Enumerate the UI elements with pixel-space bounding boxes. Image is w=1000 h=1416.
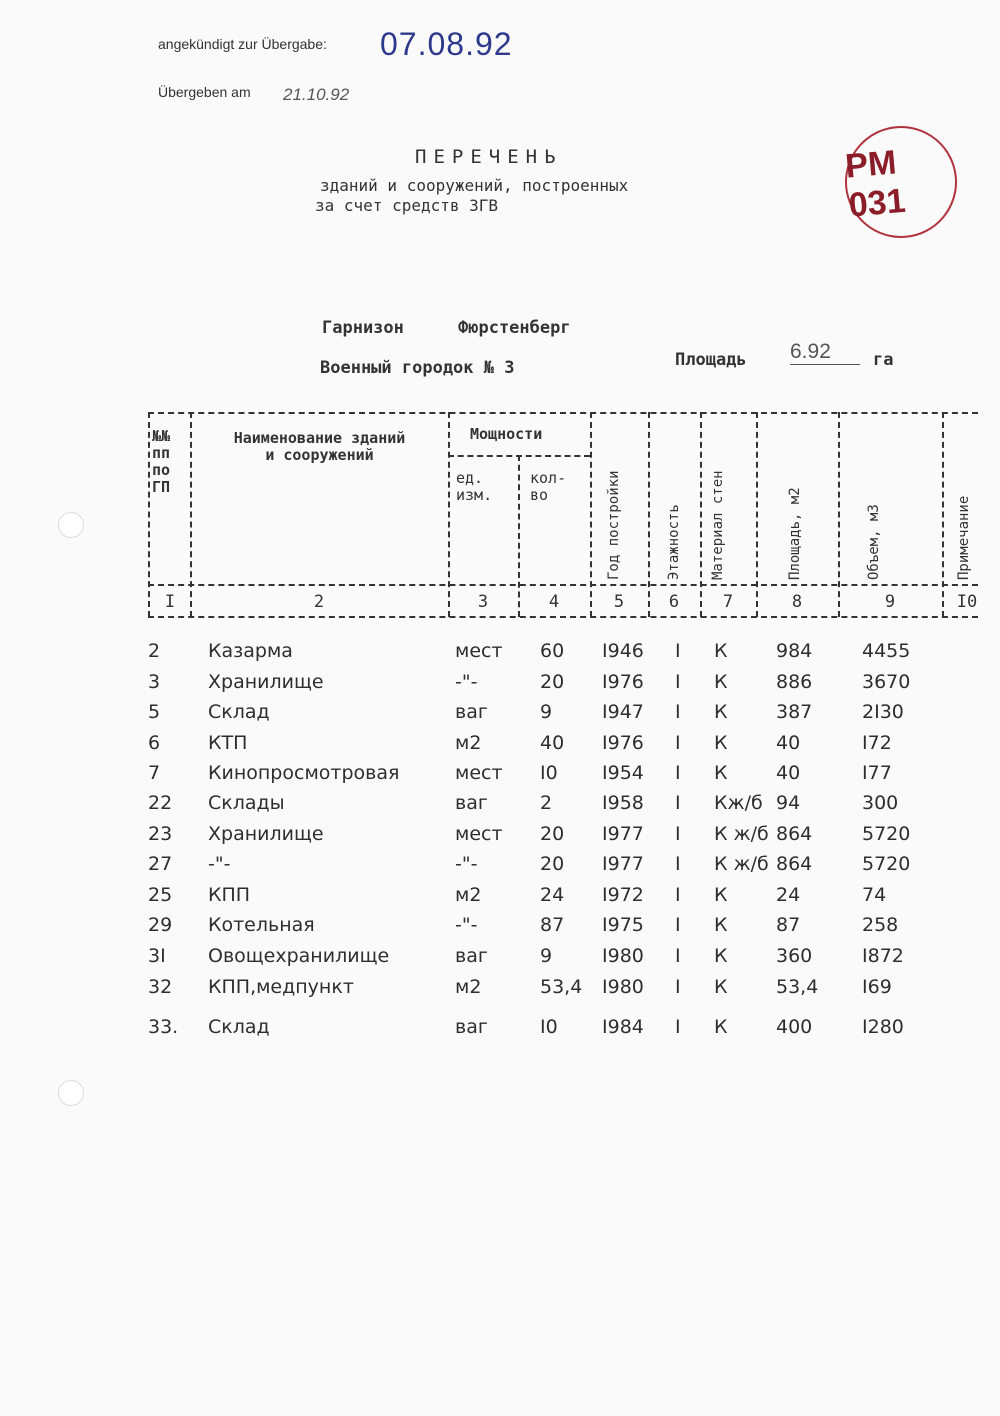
cell-num: 22 — [148, 792, 173, 814]
table-header-bottom-border — [148, 584, 978, 586]
cell-unit: ваг — [455, 945, 488, 967]
cell-unit: мест — [455, 640, 503, 662]
col-divider-9 — [838, 412, 840, 617]
colnum-6: 6 — [668, 592, 680, 612]
col-divider-6 — [648, 412, 650, 617]
cell-area: 864 — [776, 853, 813, 875]
header-qty — [530, 470, 566, 504]
cell-name: КПП,медпункт — [208, 976, 354, 998]
header-num-line1: №№ — [152, 427, 171, 445]
announced-label: angekündigt zur Übergabe: — [158, 36, 327, 52]
cell-area: 24 — [776, 884, 801, 906]
handed-date: 21.10.92 — [283, 85, 350, 104]
header-num-line4: ГП — [152, 478, 171, 496]
cell-num: 25 — [148, 884, 173, 906]
cell-num: 6 — [148, 732, 161, 754]
header-name-line2: и сооружений — [265, 446, 374, 464]
cell-name: -"- — [208, 853, 231, 875]
cell-year: I980 — [602, 945, 644, 967]
col-divider-10 — [942, 412, 944, 617]
col-divider-5 — [590, 412, 592, 617]
cell-name: КТП — [208, 732, 248, 754]
header-volume: Объем, м3 — [866, 504, 882, 580]
cell-floors: I — [675, 853, 681, 875]
cell-volume: 5720 — [862, 853, 911, 875]
header-name — [197, 430, 442, 464]
cell-qty: 20 — [540, 853, 565, 875]
cell-year: I976 — [602, 671, 644, 693]
header-unit-line2: изм. — [456, 486, 493, 504]
cell-material: К ж/б — [714, 853, 769, 875]
colnum-1: I — [164, 592, 176, 612]
cell-area: 984 — [776, 640, 813, 662]
colnum-4: 4 — [548, 592, 560, 612]
cell-year: I972 — [602, 884, 644, 906]
colnum-9: 9 — [884, 592, 896, 612]
cell-num: 32 — [148, 976, 173, 998]
header-num — [152, 428, 170, 496]
cell-unit: -"- — [455, 671, 478, 693]
handed-label: Übergeben am — [158, 84, 251, 100]
cell-name: Хранилище — [208, 823, 324, 845]
seal-text: PM 031 — [843, 143, 908, 225]
cell-floors: I — [675, 671, 681, 693]
colnum-8: 8 — [791, 592, 803, 612]
cell-unit: -"- — [455, 914, 478, 936]
colnum-5: 5 — [613, 592, 625, 612]
header-unit — [456, 470, 492, 504]
table-top-border — [148, 412, 978, 414]
cell-unit: ваг — [455, 701, 488, 723]
cell-area: 864 — [776, 823, 813, 845]
cell-volume: 3670 — [862, 671, 911, 693]
town-label: Военный городок № 3 — [320, 358, 515, 378]
col-divider-2 — [190, 412, 192, 617]
header-year: Год постройки — [606, 470, 622, 580]
cell-qty: 9 — [540, 701, 553, 723]
cell-num: 23 — [148, 823, 173, 845]
cell-unit: ваг — [455, 792, 488, 814]
cell-year: I977 — [602, 853, 644, 875]
cell-year: I984 — [602, 1016, 644, 1038]
cell-area: 40 — [776, 732, 801, 754]
cell-name: Котельная — [208, 914, 315, 936]
cell-num: 27 — [148, 853, 173, 875]
cell-year: I947 — [602, 701, 644, 723]
cell-area: 87 — [776, 914, 801, 936]
cell-unit: мест — [455, 823, 503, 845]
document-subtitle-line1: зданий и сооружений, построенных — [320, 176, 629, 195]
cell-material: К — [714, 914, 728, 936]
cell-name: Казарма — [208, 640, 293, 662]
cell-area: 360 — [776, 945, 813, 967]
cell-floors: I — [675, 701, 681, 723]
cell-area: 40 — [776, 762, 801, 784]
cell-name: Кинопросмотровая — [208, 762, 400, 784]
area-unit: га — [873, 350, 894, 370]
col-divider-1 — [148, 412, 150, 617]
area-label: Площадь — [675, 350, 747, 370]
cell-year: I976 — [602, 732, 644, 754]
header-note: Примечание — [956, 495, 972, 580]
colnum-7: 7 — [722, 592, 734, 612]
cell-qty: 60 — [540, 640, 565, 662]
cell-qty: I0 — [540, 1016, 558, 1038]
cell-floors: I — [675, 1016, 681, 1038]
col-divider-8 — [756, 412, 758, 617]
cell-unit: м2 — [455, 732, 482, 754]
cell-material: К — [714, 640, 728, 662]
archive-seal — [840, 121, 961, 242]
cell-area: 53,4 — [776, 976, 819, 998]
cell-volume: 2I30 — [862, 701, 904, 723]
cell-name: Овощехранилище — [208, 945, 390, 967]
cell-num: 33. — [148, 1016, 179, 1038]
colnum-2: 2 — [313, 592, 325, 612]
cell-floors: I — [675, 640, 681, 662]
cell-year: I980 — [602, 976, 644, 998]
header-material: Материал стен — [710, 470, 726, 580]
cell-floors: I — [675, 762, 681, 784]
cell-material: К — [714, 884, 728, 906]
cell-name: Склады — [208, 792, 285, 814]
cell-unit: -"- — [455, 853, 478, 875]
cell-material: Кж/б — [714, 792, 763, 814]
cell-volume: I280 — [862, 1016, 904, 1038]
cell-num: 5 — [148, 701, 161, 723]
cell-floors: I — [675, 823, 681, 845]
garrison-value: Фюрстенберг — [458, 318, 571, 338]
cell-area: 886 — [776, 671, 813, 693]
col-divider-3 — [448, 412, 450, 617]
cell-material: К — [714, 701, 728, 723]
col-divider-7 — [700, 412, 702, 617]
cell-qty: 20 — [540, 671, 565, 693]
cell-floors: I — [675, 884, 681, 906]
header-num-line3: по — [152, 461, 171, 479]
cell-name: Склад — [208, 701, 270, 723]
cell-volume: 74 — [862, 884, 887, 906]
garrison-label: Гарнизон — [322, 318, 404, 338]
cell-unit: ваг — [455, 1016, 488, 1038]
cell-area: 400 — [776, 1016, 813, 1038]
header-name-line1: Наименование зданий — [233, 429, 406, 447]
cell-volume: 300 — [862, 792, 899, 814]
cell-num: 2 — [148, 640, 161, 662]
header-floors: Этажность — [666, 504, 682, 580]
area-value: 6.92 — [790, 340, 860, 365]
cell-year: I975 — [602, 914, 644, 936]
header-qty-line2: во — [530, 486, 549, 504]
cell-qty: I0 — [540, 762, 558, 784]
cell-qty: 24 — [540, 884, 565, 906]
header-capacity: Мощности — [470, 425, 543, 443]
colnum-3: 3 — [477, 592, 489, 612]
header-unit-line1: ед. — [456, 469, 484, 487]
cell-num: 7 — [148, 762, 161, 784]
cell-material: К — [714, 945, 728, 967]
cell-area: 94 — [776, 792, 801, 814]
cell-material: К — [714, 976, 728, 998]
cell-year: I958 — [602, 792, 644, 814]
table-colnum-bottom-border — [148, 616, 978, 618]
cell-year: I977 — [602, 823, 644, 845]
cell-volume: 4455 — [862, 640, 911, 662]
cell-unit: м2 — [455, 884, 482, 906]
cell-floors: I — [675, 945, 681, 967]
header-num-line2: пп — [152, 444, 171, 462]
cell-volume: 258 — [862, 914, 899, 936]
cell-name: Хранилище — [208, 671, 324, 693]
cell-num: 29 — [148, 914, 173, 936]
punch-hole-bottom — [58, 1080, 84, 1106]
punch-hole-top — [58, 512, 84, 538]
cell-qty: 53,4 — [540, 976, 583, 998]
cell-floors: I — [675, 792, 681, 814]
cell-volume: I77 — [862, 762, 892, 784]
cell-floors: I — [675, 976, 681, 998]
cell-material: К ж/б — [714, 823, 769, 845]
document-subtitle-line2: за счет средств ЗГВ — [315, 196, 499, 215]
cell-material: К — [714, 762, 728, 784]
cell-material: К — [714, 732, 728, 754]
header-area: Площадь, м2 — [787, 487, 803, 580]
cell-name: КПП — [208, 884, 251, 906]
cell-num: 3 — [148, 671, 161, 693]
cell-name: Склад — [208, 1016, 270, 1038]
cell-qty: 40 — [540, 732, 565, 754]
header-qty-line1: кол- — [530, 469, 567, 487]
colnum-10: I0 — [956, 592, 978, 612]
cell-year: I946 — [602, 640, 644, 662]
cell-floors: I — [675, 732, 681, 754]
cell-floors: I — [675, 914, 681, 936]
cell-material: К — [714, 671, 728, 693]
cell-unit: мест — [455, 762, 503, 784]
announced-date: 07.08.92 — [380, 26, 513, 62]
cell-qty: 2 — [540, 792, 553, 814]
cell-area: 387 — [776, 701, 813, 723]
cell-volume: I72 — [862, 732, 892, 754]
cell-num: 3I — [148, 945, 166, 967]
cell-unit: м2 — [455, 976, 482, 998]
cell-year: I954 — [602, 762, 644, 784]
cell-qty: 87 — [540, 914, 565, 936]
cell-qty: 20 — [540, 823, 565, 845]
document-title: ПЕРЕЧЕНЬ — [415, 146, 563, 168]
cell-volume: I69 — [862, 976, 892, 998]
cell-material: К — [714, 1016, 728, 1038]
cell-qty: 9 — [540, 945, 553, 967]
cell-volume: 5720 — [862, 823, 911, 845]
cell-volume: I872 — [862, 945, 904, 967]
